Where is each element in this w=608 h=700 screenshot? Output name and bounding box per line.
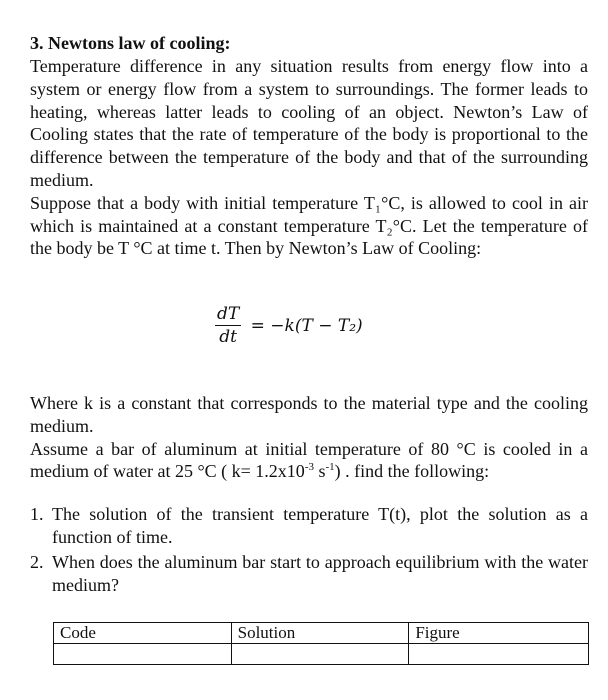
cooling-equation [215,305,363,346]
column-header-code: Code [54,623,232,644]
answer-table [53,622,589,665]
explanation-text-mid: s [313,461,326,482]
intro-paragraph-1: Temperature difference in any situation results from energy flow into a system or energy flow from a system to surroundings. The former leads to heating, whereas latter leads to cooling of an object. Newton’s Law of Cooling states that the rate of temperature of the body is proportional to the difference between the temperature of the body and that of the surrounding medium. [30,56,588,190]
derivative-fraction [215,305,241,346]
fraction-denominator: dt [219,327,237,347]
intro-paragraph-2: Suppose that a body with initial temperature T₁°C, is allowed to cool in air which is maintained at a constant temperature T₂°C. Let the temperature of the body be T °C at time t. Then by Newton’s Law of Cooling: [30,192,588,259]
explanation-paragraph-1: Where k is a constant that corresponds to the material type and the cooling medium. [30,393,588,436]
list-item-text: When does the aluminum bar start to approach equilibrium with the water medium? [52,552,588,595]
explanation-text-end: ) . find the following: [334,461,490,482]
explanation-text-start: Assume a bar of aluminum at initial temperature of 80 °C is cooled in a medium of water at 25 °C ( k= 1.2x10 [30,438,588,482]
explanation-paragraph-2 [30,438,588,484]
explanation-block [30,392,588,483]
column-header-figure: Figure [409,623,589,644]
list-item [30,503,588,549]
table-row [54,644,589,665]
list-item-text: The solution of the transient temperature T(t), plot the solution as a function of time. [52,504,588,547]
list-item [30,551,588,597]
question-block [30,32,588,260]
equation-rhs: = −k(T − T₂) [245,315,363,336]
table-header-row [54,623,589,644]
list-item-number: 2. [30,552,44,572]
exponent-1: -3 [304,461,314,474]
figure-cell[interactable] [409,644,589,665]
fraction-numerator: dT [217,304,240,324]
task-list [30,503,588,597]
code-cell[interactable] [54,644,232,665]
exponent-2: -1 [325,461,335,474]
column-header-solution: Solution [231,623,409,644]
solution-cell[interactable] [231,644,409,665]
list-item-number: 1. [30,504,44,524]
section-title: 3. Newtons law of cooling: [30,33,231,53]
